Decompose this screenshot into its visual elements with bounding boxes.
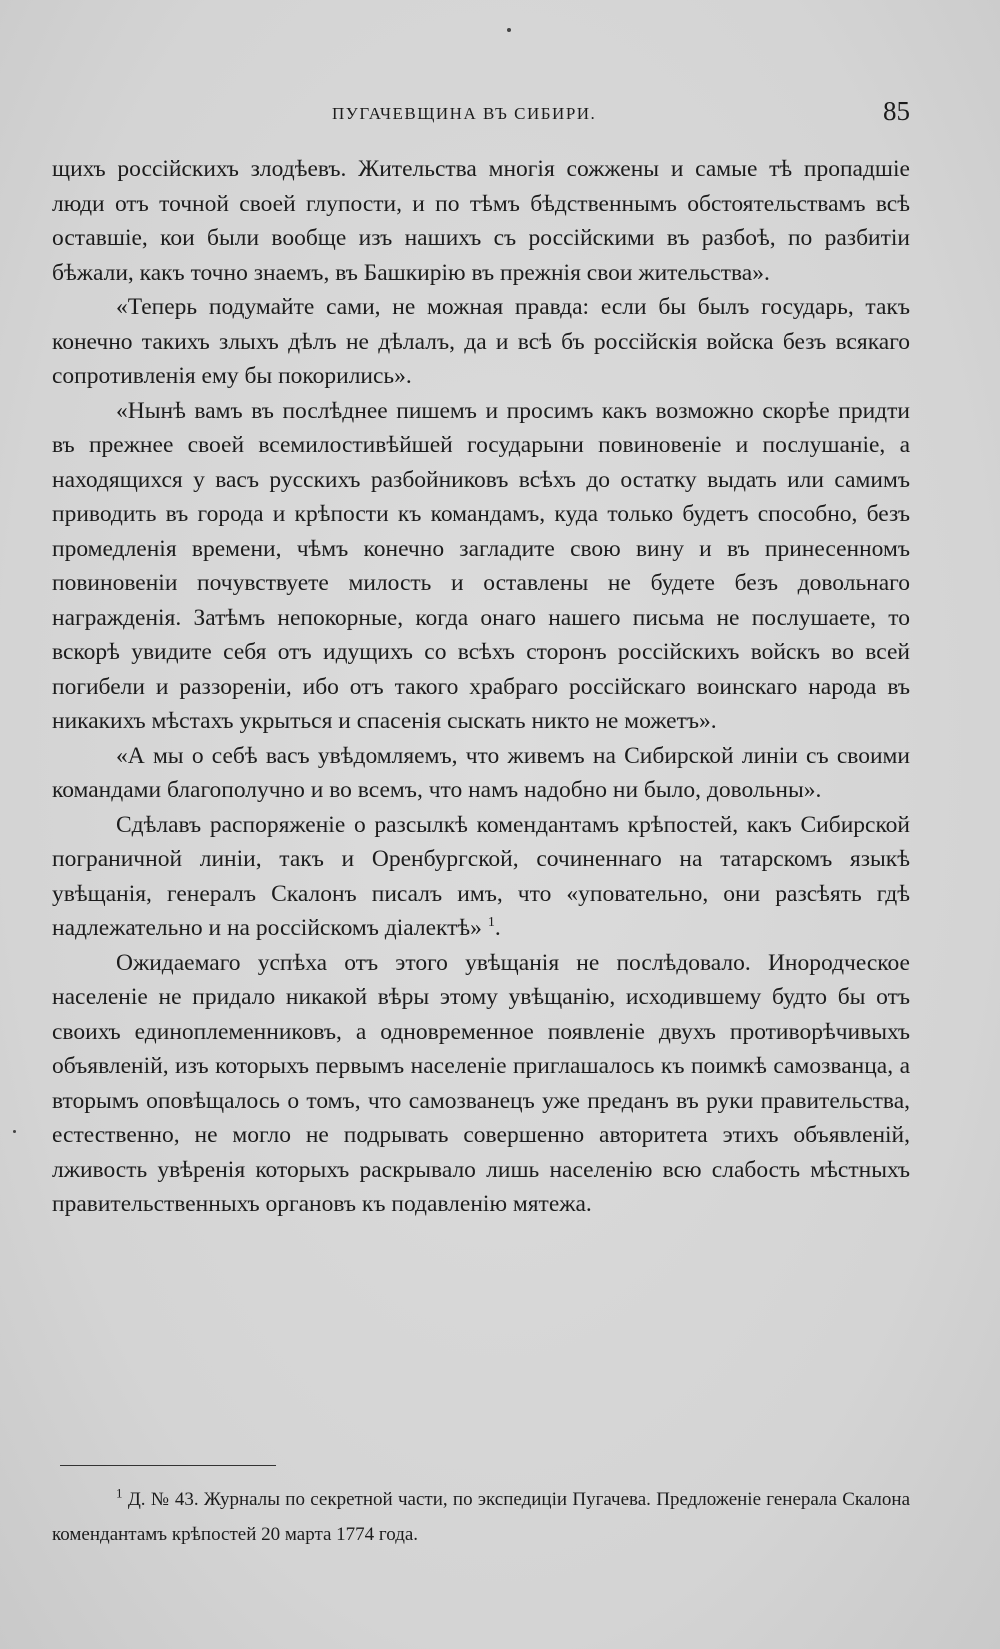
- ink-speck: [13, 1130, 16, 1133]
- page-number: 85: [883, 96, 910, 126]
- footnote-text: Д. № 43. Журналы по секретной части, по экспедиціи Пугачева. Предложеніе генерала Скалона комендантамъ крѣпостей 20 марта 1774 года.: [52, 1489, 911, 1545]
- ink-speck: [507, 28, 511, 32]
- paragraph: «Нынѣ вамъ въ послѣднее пишемъ и просимъ какъ возможно скорѣе придти въ прежнее своей всемилостивѣйшей государыни повиновеніе и послушаніе, а находящихся у васъ русскихъ разбойниковъ всѣхъ до остатку выдать или самимъ приводить въ города и крѣпости къ командамъ, куда только будетъ способно, безъ промедленія времени, чѣмъ конечно загладите свою вину и въ принесенномъ повиновеніи почувствуете милость и оставлены не будете безъ довольнаго награжденія. Затѣмъ непокорные, когда онаго нашего письма не послушаете, то вскорѣ увидите себя отъ идущихъ со всѣхъ сторонъ россійскихъ войскъ во всей погибели и раззореніи, ибо отъ такого храбраго россійскаго воинскаго народа въ никакихъ мѣстахъ укрыться и спасенія сыскать никто не можетъ».: [52, 397, 910, 734]
- paragraph: «Теперь подумайте сами, не можная правда: если бы былъ государь, такъ конечно такихъ злыхъ дѣлъ не дѣлалъ, да и всѣ бъ россійскія войска безъ всякаго сопротивленія ему бы покорились».: [52, 294, 910, 389]
- footnote: [52, 1482, 910, 1552]
- paragraph: щихъ россійскихъ злодѣевъ. Жительства многія сожжены и самые тѣ пропадшіе люди отъ точной своей глупости, и по тѣмъ бѣдственнымъ обстоятельствамъ всѣ оставшіе, кои были вообще изъ нашихъ съ россійскими въ разбоѣ, по разбитіи бѣжали, какъ точно знаемъ, въ Башкирію въ прежнія свои жительства».: [52, 156, 910, 286]
- paragraph: Сдѣлавъ распоряженіе о разсылкѣ комендантамъ крѣпостей, какъ Сибирской пограничной линіи, такъ и Оренбургской, сочиненнаго на татарскомъ языкѣ увѣщанія, генералъ Скалонъ писалъ имъ, что «уповательно, они разсѣять гдѣ надлежательно и на россійскомъ діалектѣ» $^1$.: [52, 811, 910, 941]
- page-header: [52, 96, 910, 136]
- footnote-marker: 1: [116, 1485, 123, 1501]
- running-title: ПУГАЧЕВЩИНА ВЪ СИБИРИ.: [332, 104, 597, 123]
- footnote-reference: 1: [487, 915, 495, 931]
- footnote-separator: [60, 1465, 276, 1466]
- paragraph: Ожидаемаго успѣха отъ этого увѣщанія не послѣдовало. Инородческое населеніе не придало никакой вѣры этому увѣщанію, исходившему будто бы отъ своихъ единоплеменниковъ, а одновременное появленіе двухъ противорѣчивыхъ объявленій, изъ которыхъ первымъ населеніе приглашалось къ поимкѣ самозванца, а вторымъ оповѣщалось о томъ, что самозванецъ уже преданъ въ руки правительства, естественно, не могло не подрывать совершенно авторитета этихъ объявленій, лживость увѣренія которыхъ раскрывало лишь населенію всю слабость мѣстныхъ правительственныхъ органовъ къ подавленію мятежа.: [52, 949, 910, 1217]
- body-text: [52, 152, 910, 1222]
- paragraph: «А мы о себѣ васъ увѣдомляемъ, что живемъ на Сибирской линіи съ своими командами благополучно и во всемъ, что намъ надобно ни было, довольны».: [52, 742, 910, 803]
- paragraph-text: Сдѣлавъ распоряженіе о разсылкѣ комендантамъ крѣпостей, какъ Сибирской пограничной линіи, такъ и Оренбургской, сочиненнаго на татарскомъ языкѣ увѣщанія, генералъ Скалонъ писалъ имъ, что «уповательно, они разсѣять гдѣ надлежательно и на россійскомъ діалектѣ»: [52, 811, 910, 941]
